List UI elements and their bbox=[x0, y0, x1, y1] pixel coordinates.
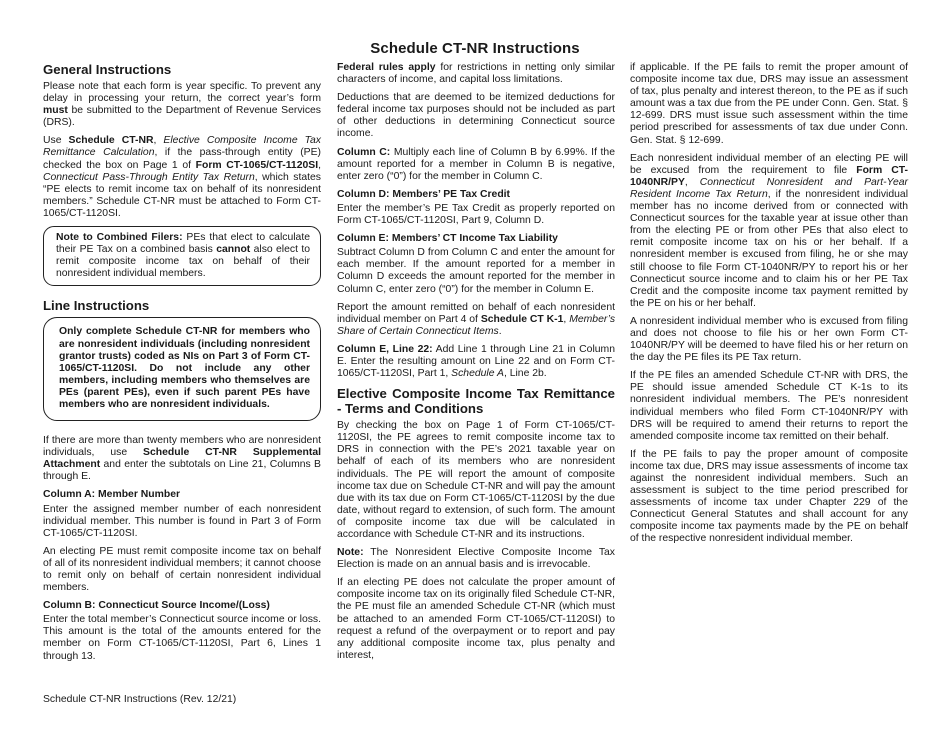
column-a-text: Enter the assigned member number of each nonresident individual member. This number is found in Part 3 of Form CT-1065/CT-1120SI. bbox=[43, 503, 321, 539]
column-c-text: Column C: Multiply each line of Column B by 6.99%. If the amount reported for a member in Column B is negative, enter zero (“0”) for the member in Column C. bbox=[337, 146, 615, 182]
paragraph-deemed-filed: A nonresident individual member who is excused from filing and does not choose to file his or her own Form CT-1040NR/PY will be deemed to have filed his or her return on the day the PE files its PE Tax return. bbox=[630, 315, 908, 364]
elective-composite-heading: Elective Composite Income Tax Remittance - Terms and Conditions bbox=[337, 386, 615, 417]
paragraph-deductions: Deductions that are deemed to be itemized deductions for federal income tax purposes should not be included as part of other deductions in determining Connecticut source income. bbox=[337, 92, 615, 140]
paragraph-use-schedule: Use Schedule CT-NR, Elective Composite Income Tax Remittance Calculation, if the pass-through entity (PE) checked the box on Page 1 of Form CT-1065/CT-1120SI, Connecticut Pass-Through Entity Tax Return, which states “PE elects to remit income tax on behalf of its nonresident members.” Schedule CT-NR must be attached to Form CT-1065/CT-1120SI. bbox=[43, 135, 322, 219]
column-right bbox=[630, 62, 908, 552]
column-e-text: Subtract Column D from Column C and enter the amount for each member. If the amount reported for a member in Column D exceeds the amount reported for the member in Column C, enter zero (“0”) for the member in Column E. bbox=[337, 247, 615, 295]
paragraph-note-election: Note: The Nonresident Elective Composite Income Tax Election is made on an annual basis and is irrevocable. bbox=[337, 547, 615, 571]
column-left bbox=[43, 62, 321, 669]
column-middle bbox=[337, 62, 615, 668]
line-instructions-heading: Line Instructions bbox=[43, 298, 150, 314]
paragraph-amended-schedule: If an electing PE does not calculate the proper amount of composite income tax on its originally filed Schedule CT-NR, the PE must file an amended Schedule CT-NR (which must be attached to an amended Form CT-1065/CT-1120SI) to request a refund of the overpayment or to report and pay any additional composite income tax, plus penalty and interest, bbox=[337, 577, 615, 661]
line-22-text: Column E, Line 22: Add Line 1 through Line 21 in Column E. Enter the resulting amount on Line 22 and on Form CT-1065/CT-1120SI, Part 1, Schedule A, Line 2b. bbox=[337, 343, 615, 380]
paragraph-year-specific: Please note that each form is year specific. To prevent any delay in processing your return, the correct year’s form must be submitted to the Department of Revenue Services (DRS). bbox=[43, 81, 321, 129]
members-notice-box: Only complete Schedule CT-NR for members who are nonresident individuals (including nonresident grantor trusts) coded as NIs on Part 3 of Form CT-1065/CT-1120SI. Do not include any other members, including members who themselves are PEs (parent PEs), even if such parent PEs have members who are nonresident individuals. bbox=[43, 317, 321, 421]
column-d-heading: Column D: Members’ PE Tax Credit bbox=[337, 188, 511, 200]
column-b-text: Enter the total member’s Connecticut source income or loss. This amount is the total of the amounts entered for the member on Form CT-1065/CT-1120SI, Part 6, Lines 1 through 13. bbox=[43, 614, 321, 662]
paragraph-excused-from-filing: Each nonresident individual member of an electing PE will be excused from the requirement to file Form CT-1040NR/PY, Connecticut Nonresident and Part-Year Resident Income Tax Return, if the nonresident individual member has no income derived from or connected with Connecticut sources for the taxable year at issue other than from the electing PE or from other PEs that also elect to remit composite income tax on his or her behalf. If a nonresident member is excused from filing, he or she may still choose to file Form CT-1040NR/PY to report his or her Connecticut source income and to claim his or her PE Tax Credit and the composite income tax payment remitted by the PE on his or her behalf. bbox=[630, 152, 908, 309]
column-b-heading: Column B: Connecticut Source Income/(Loss) bbox=[43, 600, 270, 612]
paragraph-electing-pe: An electing PE must remit composite income tax on behalf of all of its nonresident individual members; it cannot choose to remit only on behalf of certain nonresident individual members. bbox=[43, 545, 321, 594]
general-instructions-heading: General Instructions bbox=[43, 62, 172, 77]
paragraph-amended-k1: If the PE files an amended Schedule CT-NR with DRS, the PE should issue amended Schedule CT K-1s to its nonresident individual members. The PE’s nonresident individual members who filed Form CT-1040NR/PY with DRS will be required to amend their returns to report the amended composite income tax remitted on their behalf. bbox=[630, 370, 908, 442]
paragraph-if-applicable: if applicable. If the PE fails to remit the proper amount of composite income tax due, DRS may issue an assessment of tax, plus penalty and interest thereon, to the PE as if such amount was a tax due from the PE under Conn. Gen. Stat. § 12-699. DRS must issue such assessment within the time period prescribed for assessments of tax due under Conn. Gen. Stat. § 12-699. bbox=[630, 62, 908, 146]
combined-filers-note-box: Note to Combined Filers: PEs that elect to calculate their PE Tax on a combined basis cannot also elect to remit composite income tax on behalf of their nonresident individual members. bbox=[43, 226, 321, 286]
page-title: Schedule CT-NR Instructions bbox=[370, 40, 580, 57]
page-footer: Schedule CT-NR Instructions (Rev. 12/21) bbox=[43, 694, 237, 705]
paragraph-federal-rules: Federal rules apply for restrictions in netting only similar characters of income, and capital loss limitations. bbox=[337, 62, 615, 86]
column-a-heading: Column A: Member Number bbox=[43, 489, 181, 501]
column-d-text: Enter the member’s PE Tax Credit as properly reported on Form CT-1065/CT-1120SI, Part 9, Column D. bbox=[337, 202, 615, 227]
paragraph-checking-box: By checking the box on Page 1 of Form CT-1065/CT-1120SI, the PE agrees to remit composite income tax to DRS in connection with the PE’s 2021 taxable year on behalf of each of its members who are nonresident individuals. The PE will report the amount of composite income tax due on Schedule CT-NR and will pay the amount due with its tax due on Form CT-1065/CT-1120SI by the due date, without regard to extension, of such form. The amount of composite income tax due will be calculated in accordance with Schedule CT-NR and its instructions. bbox=[337, 420, 615, 540]
paragraph-report-amount: Report the amount remitted on behalf of each nonresident individual member on Part 4 of Schedule CT K-1, Member’s Share of Certain Connecticut Items. bbox=[337, 301, 616, 337]
paragraph-assessments: If the PE fails to pay the proper amount of composite income tax due, DRS may issue assessments of income tax against the nonresident individual members. Such an assessment is subject to the time period prescribed for assessments of income tax under Chapter 229 of the Connecticut General Statutes and shall account for any composite income tax payments made by the PE on behalf of the respective nonresident individual member. bbox=[630, 448, 908, 545]
paragraph-supplemental-attachment: If there are more than twenty members who are nonresident individuals, use Schedule CT-NR Supplemental Attachment and enter the subtotals on Line 21, Columns B through E. bbox=[43, 435, 321, 483]
column-e-heading: Column E: Members’ CT Income Tax Liability bbox=[337, 233, 558, 245]
